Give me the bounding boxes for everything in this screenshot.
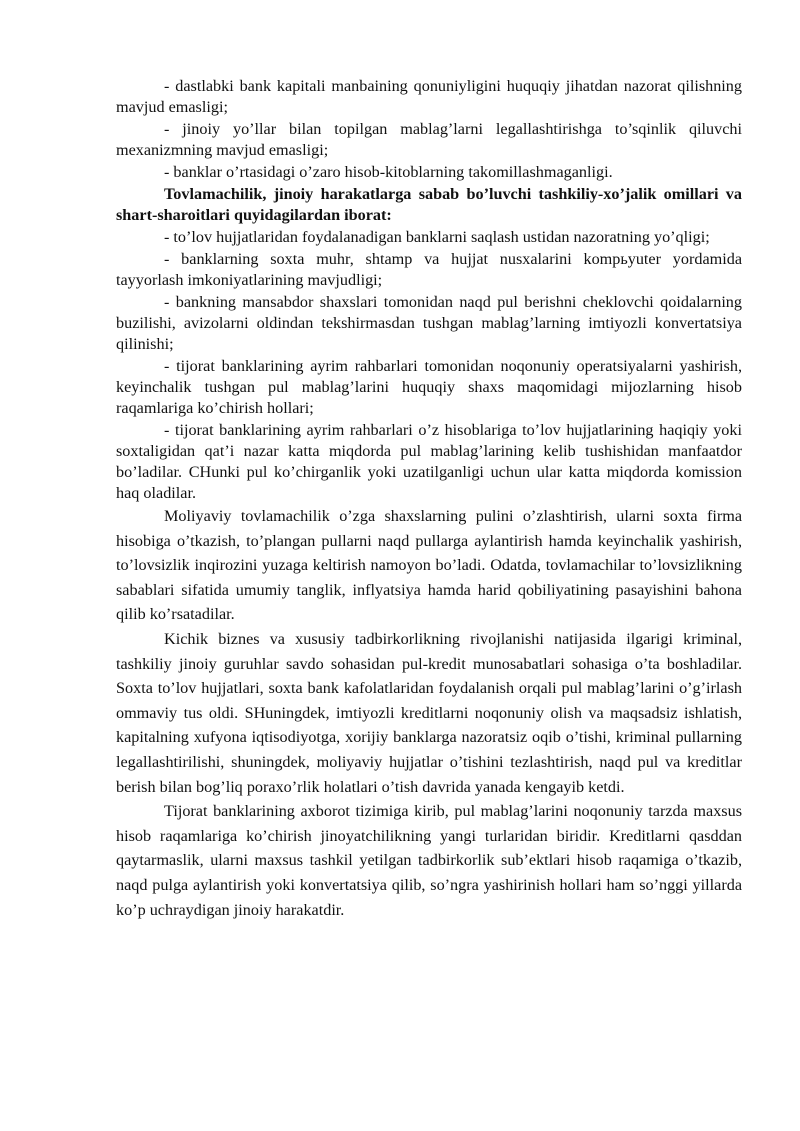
list-item: - banklarning soxta muhr, shtamp va hujjat nusxalarini kompьyuter yordamida tayyorlash imkoniyatlarining mavjudligi;: [116, 250, 742, 289]
body-paragraph: Tijorat banklarining axborot tizimiga kirib, pul mablag’larini noqonuniy tarzda maxsus hisob raqamlariga ko’chirish jinoyatchilikning yangi turlaridan biridir. Kreditlarni qasddan qaytarmaslik, ularni maxsus tashkil yetilgan tadbirkorlik sub’ektlari hisob raqamiga o’tkazib, naqd pulga aylantirish yoki konvertatsiya qilib, so’ngra yashirinish hollari ham so’nggi yillarda ko’p uchraydigan jinoiy harakatdir.: [116, 802, 742, 919]
list-item: - dastlabki bank kapitali manbaining qonuniyligini huquqiy jihatdan nazorat qilishning mavjud emasligi;: [116, 77, 742, 116]
list-item: - tijorat banklarining ayrim rahbarlari tomonidan noqonuniy operatsiyalarni yashirish, keyinchalik tushgan pul mablag’larini huquqiy shaxs maqomidagi mijozlarning hisob raqamlariga ko’chirish hollari;: [116, 357, 742, 417]
section-heading: Tovlamachilik, jinoiy harakatlarga sabab bo’luvchi tashkiliy-xo’jalik omillari va shart-sharoitlari quyidagilardan iborat:: [116, 185, 742, 224]
document-page: [116, 76, 742, 922]
list-item: - tijorat banklarining ayrim rahbarlari o’z hisoblariga to’lov hujjatlarining haqiqiy yoki soxtaligidan qat’i nazar katta miqdorda pul mablag’larining kelib tushishidan manfaatdor bo’ladilar. CHunki pul ko’chirganlik yoki uzatilganligi uchun ular katta miqdorda komission haq oladilar.: [116, 421, 742, 502]
body-paragraph: Moliyaviy tovlamachilik o’zga shaxslarning pulini o’zlashtirish, ularni soxta firma hisobiga o’tkazish, to’plangan pullarni naqd pullarga aylantirish hamda keyinchalik yashirish, to’lovsizlik inqirozini yuzaga keltirish namoyon bo’ladi. Odatda, tovlamachilar to’lovsizlikning sabablari sifatida umumiy tanglik, inflyatsiya hamda harid qobiliyatining pasayishini bahona qilib ko’rsatadilar.: [116, 507, 742, 624]
list-item: - banklar o’rtasidagi o’zaro hisob-kitoblarning takomillashmaganligi.: [164, 163, 613, 181]
body-paragraph: Kichik biznes va xususiy tadbirkorlikning rivojlanishi natijasida ilgarigi kriminal, tashkiliy jinoiy guruhlar savdo sohasidan pul-kredit munosabatlari sohasiga o’ta boshladilar. Soxta to’lov hujjatlari, soxta bank kafolatlaridan foydalanish orqali pul mablag’larini o’g’irlash ommaviy tus oldi. SHuningdek, imtiyozli kreditlarni noqonuniy olish va maqsadsiz ishlatish, kapitalning xufyona iqtisodiyotga, xorijiy banklarga nazoratsiz oqib o’tishi, kriminal pullarning legallashtirilishi, shuningdek, moliyaviy hujjatlar o’tishini tezlashtirish, naqd pul va kreditlar berish bilan bog’liq poraxo’rlik holatlari o’tish davrida yanada kengayib ketdi.: [116, 629, 742, 796]
list-item: - jinoiy yo’llar bilan topilgan mablag’larni legallashtirishga to’sqinlik qiluvchi mexanizmning mavjud emasligi;: [116, 120, 742, 159]
list-item: - to’lov hujjatlaridan foydalanadigan banklarni saqlash ustidan nazoratning yo’qligi;: [164, 228, 710, 246]
list-item: - bankning mansabdor shaxslari tomonidan naqd pul berishni cheklovchi qoidalarning buzilishi, avizolarni oldindan tekshirmasdan tushgan mablag’larning imtiyozli konvertatsiya qilinishi;: [116, 293, 742, 353]
